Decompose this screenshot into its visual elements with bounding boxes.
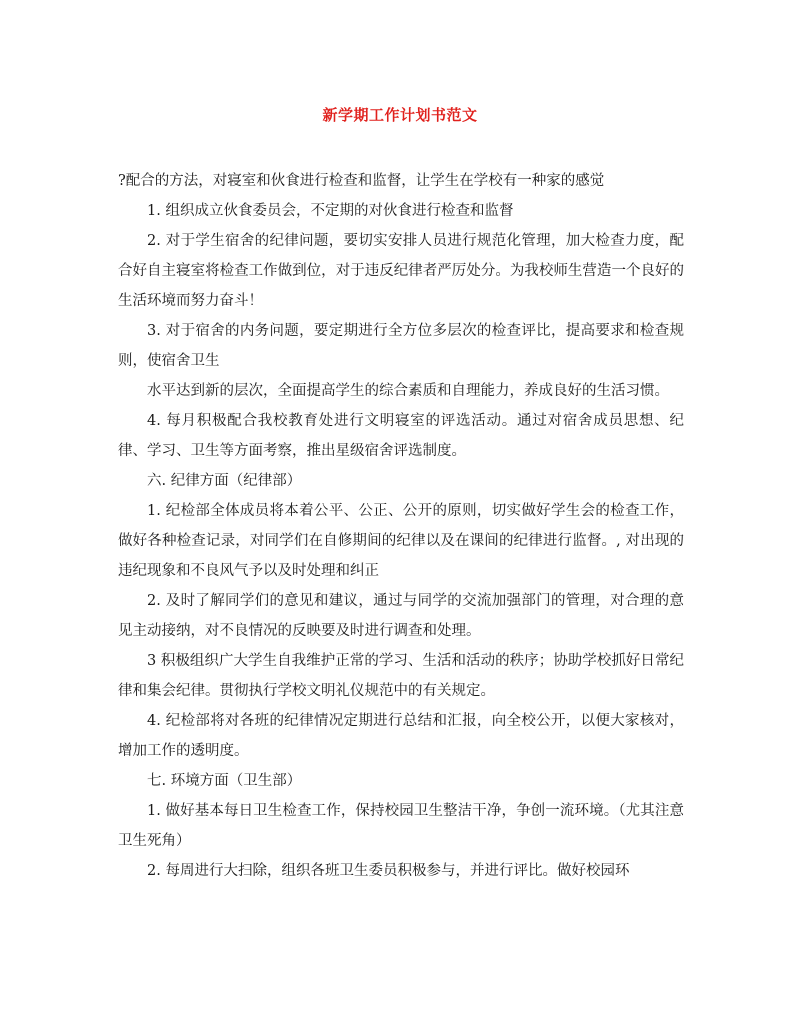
paragraph: 1. 纪检部全体成员将本着公平、公正、公开的原则，切实做好学生会的检查工作，做好各种检查记录，对同学们在自修期间的纪律以及在课间的纪律进行监督。, 对出现的违纪现象和不良风气予以及时处理和纠正 — [118, 503, 684, 579]
paragraph: 2. 每周进行大扫除，组织各班卫生委员积极参与，并进行评比。做好校园环 — [147, 863, 630, 879]
paragraph: ?配合的方法，对寝室和伙食进行检查和监督，让学生在学校有一种家的感觉 — [118, 173, 605, 189]
document-title: 新学期工作计划书范文 — [322, 106, 478, 124]
paragraph: 4. 每月积极配合我校教育处进行文明寝室的评选活动。通过对宿舍成员思想、纪律、学习、卫生等方面考察，推出星级宿舍评选制度。 — [118, 413, 684, 459]
paragraph: 六. 纪律方面（纪律部） — [147, 473, 302, 489]
paragraph: 2. 及时了解同学们的意见和建议，通过与同学的交流加强部门的管理，对合理的意见主动接纳，对不良情况的反映要及时进行调查和处理。 — [118, 593, 684, 639]
paragraph: 2. 对于学生宿舍的纪律问题，要切实安排人员进行规范化管理，加大检查力度，配合好自主寝室将检查工作做到位，对于违反纪律者严厉处分。为我校师生营造一个良好的生活环境而努力奋斗！ — [118, 233, 684, 309]
paragraph: 水平达到新的层次，全面提高学生的综合素质和自理能力，养成良好的生活习惯。 — [147, 383, 669, 399]
paragraph: 3 积极组织广大学生自我维护正常的学习、生活和活动的秩序；协助学校抓好日常纪律和集会纪律。贯彻执行学校文明礼仪规范中的有关规定。 — [118, 653, 684, 699]
document-body — [118, 166, 684, 886]
paragraph: 七. 环境方面（卫生部） — [147, 773, 302, 789]
paragraph: 1. 做好基本每日卫生检查工作，保持校园卫生整洁干净，争创一流环境。（尤其注意卫生死角） — [118, 803, 684, 849]
paragraph: 4. 纪检部将对各班的纪律情况定期进行总结和汇报，向全校公开，以便大家核对，增加工作的透明度。 — [118, 713, 684, 759]
paragraph: 3. 对于宿舍的内务问题，要定期进行全方位多层次的检查评比，提高要求和检查规则，使宿舍卫生 — [118, 323, 684, 369]
paragraph: 1. 组织成立伙食委员会，不定期的对伙食进行检查和监督 — [147, 203, 514, 219]
